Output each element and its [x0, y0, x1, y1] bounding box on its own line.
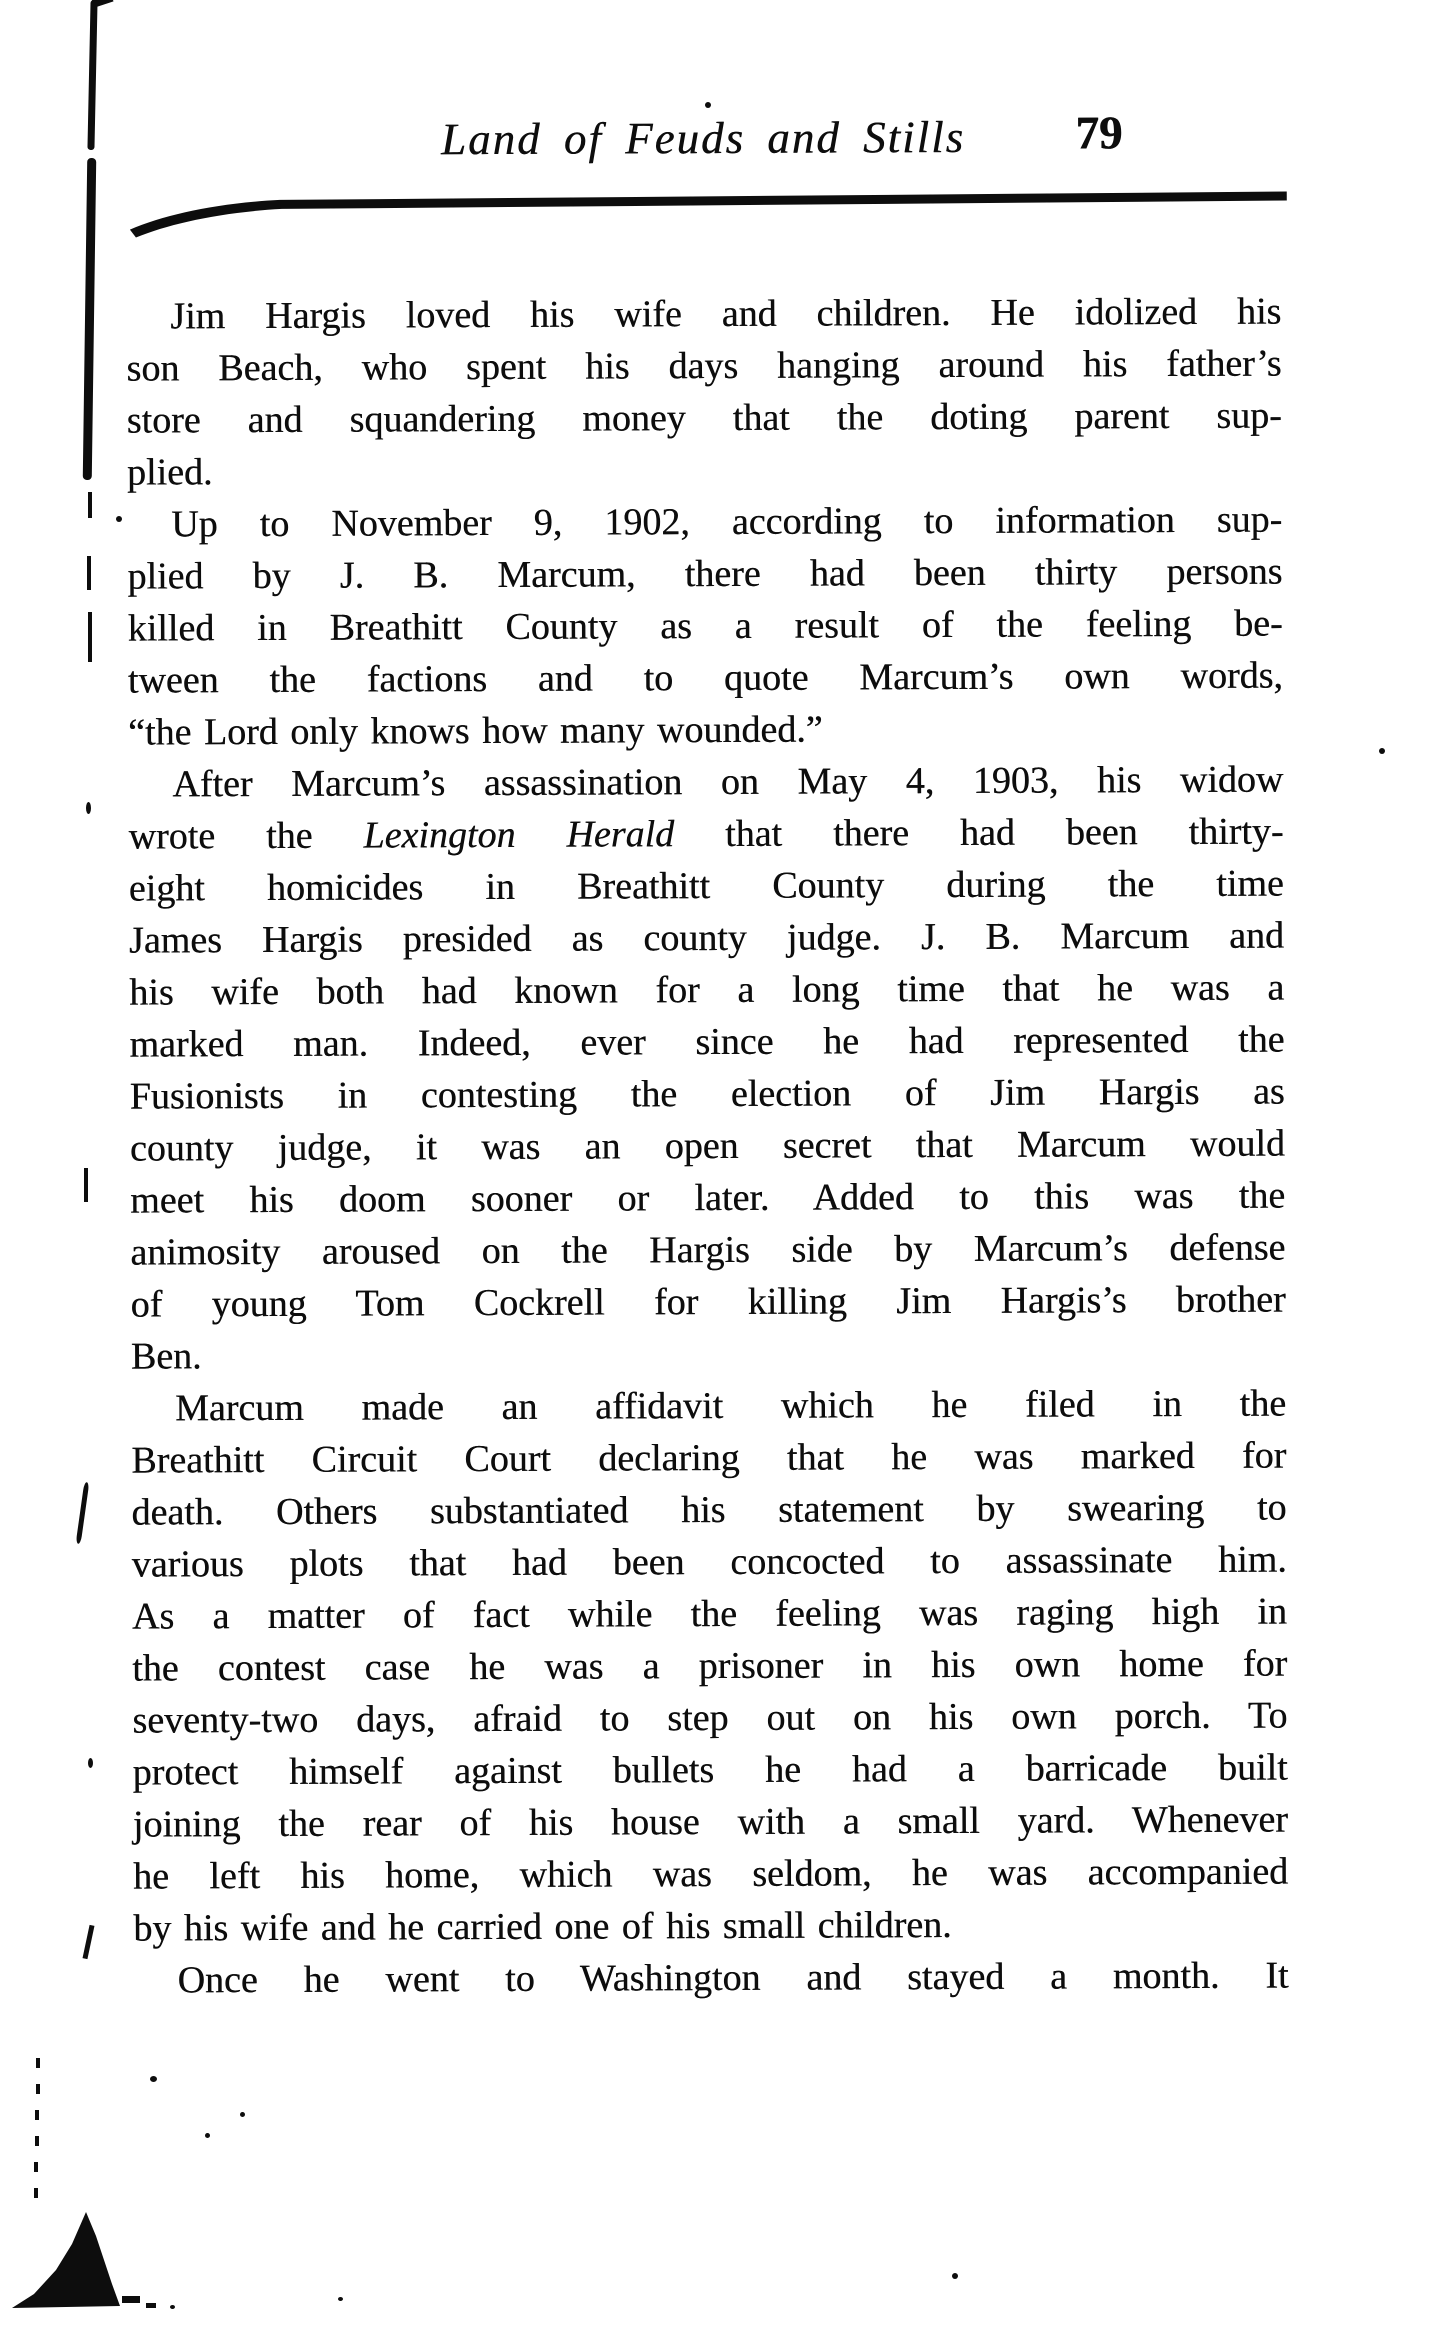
text-line-p1-3: store and squandering money that the doting parent sup- — [126, 394, 1282, 442]
text-line-p4-9: joining the rear of his house with a small yard. Whenever — [132, 1798, 1288, 1846]
page-number: 79 — [1075, 107, 1123, 160]
ink-blot-triangle — [0, 2202, 220, 2314]
text-line-p4-6: the contest case he was a prisoner in his own home for — [132, 1642, 1288, 1690]
text-line-p4-3: death. Others substantiated his statement by swearing to — [131, 1486, 1287, 1534]
binding-line — [87, 556, 91, 590]
dotted-line — [36, 2084, 40, 2094]
scan-speck — [952, 2273, 958, 2279]
header-rule — [122, 188, 1292, 243]
scan-speck — [86, 802, 91, 814]
body-text — [126, 286, 1288, 2007]
binding-line — [88, 612, 92, 662]
scan-speck — [150, 2076, 157, 2082]
text-line-p3-3: eight homicides in Breathitt County during the time — [128, 862, 1284, 910]
text-line-p5-1: Once he went to Washington and stayed a month. It — [177, 1954, 1289, 2002]
text-line-p2-3: killed in Breathitt County as a result of the feeling be- — [127, 602, 1283, 650]
text-line-p4-10: he left his home, which was seldom, he was accompanied — [132, 1850, 1289, 1898]
text-line-p1-1: Jim Hargis loved his wife and children. He idolized his — [170, 290, 1282, 338]
text-line-p4-4: various plots that had been concocted to assassinate him. — [131, 1538, 1287, 1586]
dotted-line — [34, 2188, 38, 2198]
text-line-p3-2 — [128, 806, 1283, 863]
text-line-p2-5: “the Lord only knows how many wounded.” — [128, 708, 823, 754]
text-line-p4-5: As a matter of fact while the feeling was raging high in — [131, 1590, 1288, 1638]
text-line-p4-11: by his wife and he carried one of his small children. — [133, 1904, 952, 1950]
text-line-p1-4: plied. — [126, 451, 213, 494]
text-line-p3-6: marked man. Indeed, ever since he had represented the — [129, 1018, 1285, 1066]
text-line-p3-9: meet his doom sooner or later. Added to this was the — [130, 1174, 1286, 1222]
dotted-line — [36, 2058, 40, 2068]
scan-speck — [116, 516, 122, 522]
text-line-p3-5: his wife both had known for a long time that he was a — [129, 966, 1285, 1014]
scan-speck — [1379, 748, 1385, 754]
text-line-p2-1: Up to November 9, 1902, according to information sup- — [171, 498, 1283, 546]
running-title: Land of Feuds and Stills — [440, 111, 966, 165]
text-line-p4-2: Breathitt Circuit Court declaring that he was marked for — [131, 1434, 1287, 1482]
scan-speck — [88, 1758, 93, 1768]
binding-line — [84, 1168, 88, 1202]
scan-speck — [338, 2297, 343, 2301]
dotted-line — [35, 2136, 39, 2146]
scan-speck — [705, 102, 711, 108]
text-line-p2-2: plied by J. B. Marcum, there had been thirty persons — [127, 550, 1283, 598]
dotted-line — [35, 2110, 39, 2120]
binding-line — [88, 492, 92, 518]
text-segment: wrote the — [128, 814, 364, 858]
text-line-p4-7: seventy-two days, afraid to step out on his own porch. To — [132, 1694, 1288, 1742]
scan-speck — [122, 2296, 140, 2303]
text-segment: that there had been thirty- — [674, 810, 1284, 856]
text-line-p4-1: Marcum made an affidavit which he filed in the — [174, 1382, 1287, 1430]
text-line-p1-2: son Beach, who spent his days hanging around his father’s — [126, 342, 1282, 390]
scan-speck — [240, 2112, 245, 2117]
text-line-p3-8: county judge, it was an open secret that Marcum would — [129, 1122, 1285, 1170]
scan-speck — [170, 2305, 175, 2309]
text-line-p3-4: James Hargis presided as county judge. J. B. Marcum and — [128, 914, 1285, 962]
text-line-p3-11: of young Tom Cockrell for killing Jim Hargis’s brother — [130, 1278, 1286, 1326]
text-line-p2-4: tween the factions and to quote Marcum’s own words, — [127, 654, 1283, 702]
dotted-line — [34, 2162, 38, 2172]
text-line-p3-7: Fusionists in contesting the election of Jim Hargis as — [129, 1070, 1285, 1118]
text-line-p3-12: Ben. — [130, 1335, 202, 1378]
scan-speck — [205, 2133, 210, 2138]
page-header — [125, 107, 1280, 179]
scan-speck — [146, 2303, 156, 2308]
italic-text: Lexington Herald — [363, 813, 675, 857]
text-line-p3-10: animosity aroused on the Hargis side by Marcum’s defense — [130, 1226, 1286, 1274]
text-line-p3-1: After Marcum’s assassination on May 4, 1903, his widow — [172, 758, 1284, 806]
text-line-p4-8: protect himself against bullets he had a barricade built — [132, 1746, 1288, 1794]
